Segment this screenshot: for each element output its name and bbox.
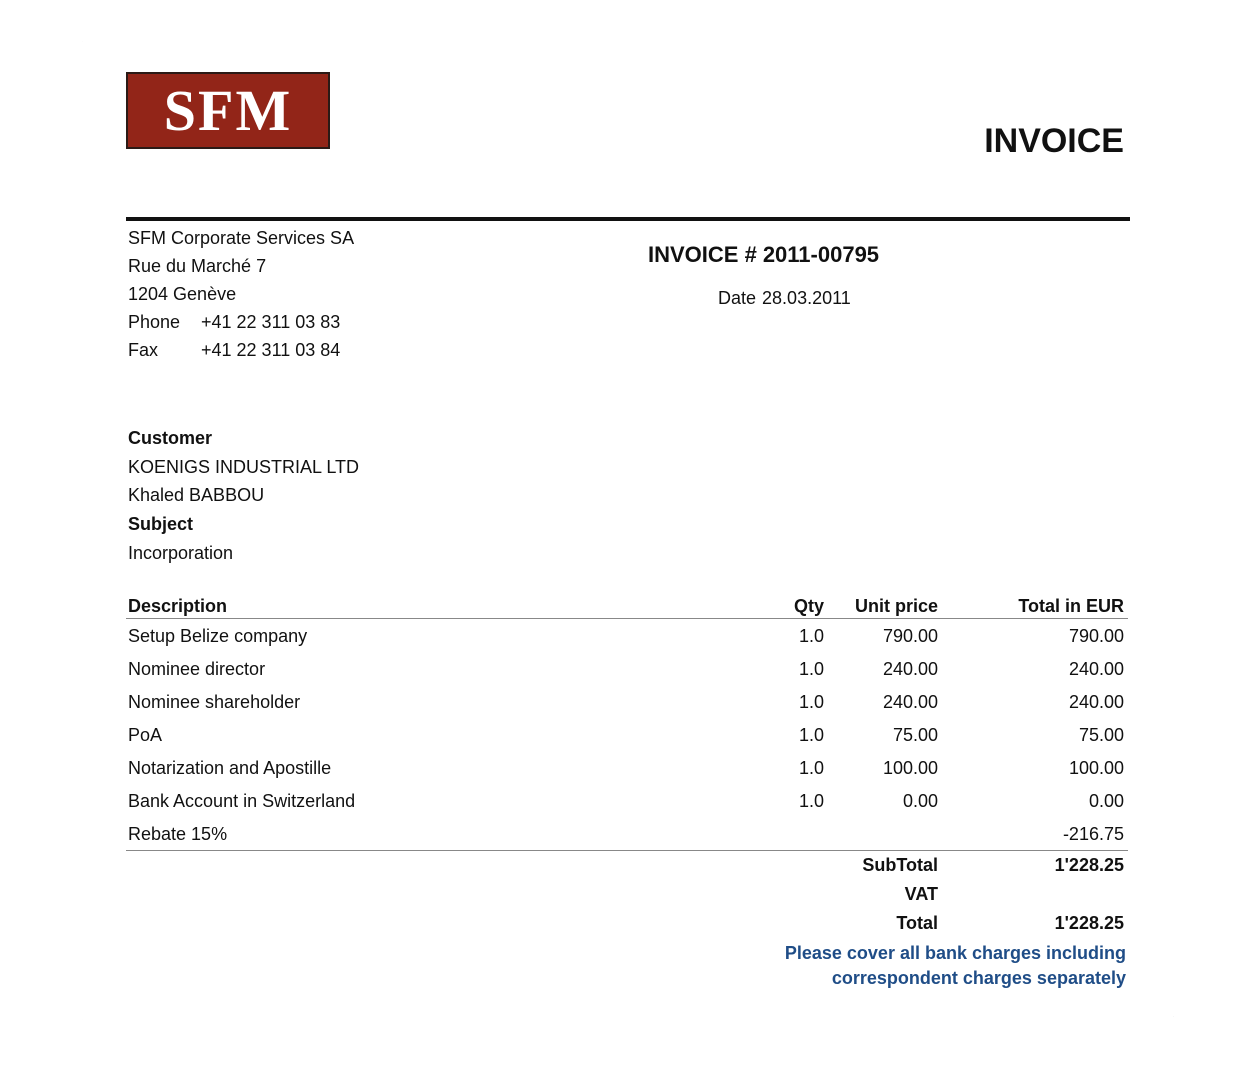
row-unit-price: 240.00 [882, 692, 938, 712]
company-logo [126, 72, 330, 149]
row-total: 75.00 [1078, 725, 1124, 745]
row-total: 100.00 [1068, 758, 1124, 778]
subject-value: Incorporation [128, 543, 234, 563]
subject-label: Subject [128, 514, 194, 534]
table-header-rule [126, 618, 1128, 619]
totals-rule [126, 850, 1128, 851]
col-header-qty: Qty [793, 596, 824, 616]
invoice-number-line [648, 242, 879, 268]
invoice-date-label: Date [718, 288, 757, 308]
row-unit-price: 0.00 [902, 791, 938, 811]
row-total: 240.00 [1068, 692, 1124, 712]
invoice-date: 28.03.2011 [762, 288, 851, 308]
bank-charges-note-line2: correspondent charges separately [831, 968, 1126, 988]
fax-label: Fax [128, 340, 159, 360]
total-value: 1'228.25 [1054, 913, 1124, 933]
fax-number: +41 22 311 03 84 [201, 340, 341, 360]
invoice-number-label: INVOICE # [648, 242, 757, 267]
customer-company: KOENIGS INDUSTRIAL LTD [128, 457, 360, 477]
company-name: SFM Corporate Services SA [128, 228, 355, 248]
row-total: 790.00 [1068, 626, 1124, 646]
customer-contact: Khaled BABBOU [128, 485, 265, 505]
row-description: Setup Belize company [128, 626, 308, 646]
header-divider [126, 217, 1130, 221]
row-qty: 1.0 [798, 692, 824, 712]
row-description: Nominee shareholder [128, 692, 301, 712]
row-qty: 1.0 [798, 758, 824, 778]
col-header-total: Total in EUR [1018, 596, 1124, 616]
row-unit-price: 100.00 [882, 758, 938, 778]
row-description: Bank Account in Switzerland [128, 791, 356, 811]
logo-text: SFM [163, 77, 293, 143]
company-street: Rue du Marché 7 [128, 256, 267, 276]
col-header-description: Description [128, 596, 228, 616]
row-qty: 1.0 [798, 725, 824, 745]
row-total: 240.00 [1068, 659, 1124, 679]
row-unit-price: 75.00 [892, 725, 938, 745]
customer-label: Customer [128, 428, 213, 448]
company-phone-row [128, 312, 340, 333]
row-unit-price: 240.00 [882, 659, 938, 679]
invoice-number: 2011-00795 [762, 242, 880, 267]
invoice-date-line [718, 288, 851, 309]
company-fax-row [128, 340, 340, 361]
row-description: Notarization and Apostille [128, 758, 332, 778]
row-qty: 1.0 [798, 659, 824, 679]
subtotal-value: 1'228.25 [1054, 855, 1124, 875]
subtotal-label: SubTotal [862, 855, 938, 875]
phone-label: Phone [128, 312, 181, 332]
company-city: 1204 Genève [128, 284, 237, 304]
row-description: Rebate 15% [128, 824, 228, 844]
vat-label: VAT [904, 884, 938, 904]
row-description: PoA [128, 725, 163, 745]
row-total: 0.00 [1088, 791, 1124, 811]
bank-charges-note-line1: Please cover all bank charges including [784, 943, 1126, 963]
phone-number: +41 22 311 03 83 [201, 312, 341, 332]
row-qty: 1.0 [798, 626, 824, 646]
row-qty: 1.0 [798, 791, 824, 811]
invoice-paper [82, 36, 1174, 1024]
row-unit-price: 790.00 [882, 626, 938, 646]
total-label: Total [896, 913, 938, 933]
col-header-unit-price: Unit price [854, 596, 938, 616]
row-description: Nominee director [128, 659, 266, 679]
document-title: INVOICE [984, 122, 1124, 160]
row-total: -216.75 [1062, 824, 1124, 844]
